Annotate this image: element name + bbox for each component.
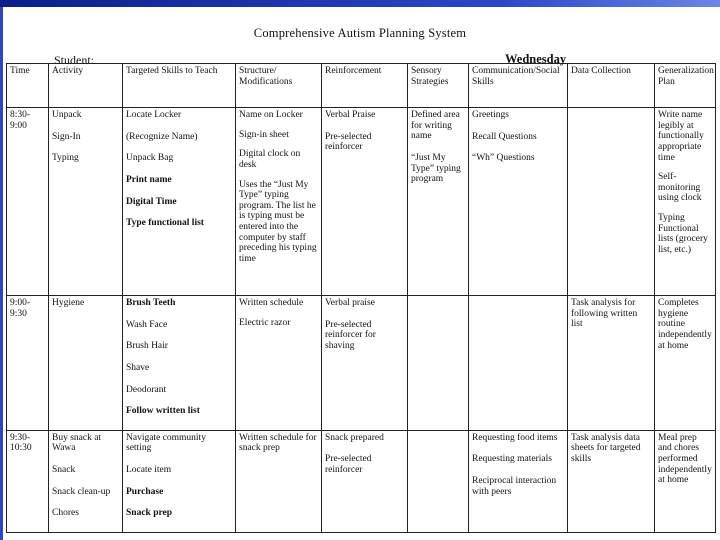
- header-structure: Structure/ Modifications: [236, 64, 322, 108]
- cell-line: Written schedule: [239, 298, 304, 308]
- activity-cell: [49, 430, 123, 532]
- cell-line: Verbal praise: [325, 298, 375, 308]
- header-reinforcement: Reinforcement: [322, 64, 408, 108]
- cell-line: Uses the “Just My Type” typing program. The list he is typing must be entered into the computer by staff preceding his typing time: [239, 179, 317, 264]
- cell-line: Wash Face: [126, 319, 168, 330]
- table-row: [7, 108, 716, 296]
- header-activity: Activity: [49, 64, 123, 108]
- cell-line: Written schedule for snack prep: [239, 432, 317, 454]
- cell-line: Unpack: [52, 110, 82, 120]
- cell-line: Verbal Praise: [325, 110, 376, 120]
- communication-cell: [469, 296, 568, 431]
- cell-line: Buy snack at Wawa: [52, 432, 102, 454]
- cell-line: Sign-In: [52, 131, 81, 142]
- header-row: [7, 64, 716, 108]
- structure-cell: [236, 430, 322, 532]
- time-cell: [7, 430, 49, 532]
- cell-line: Greetings: [472, 110, 509, 120]
- header-generalization: Generalization Plan: [655, 64, 716, 108]
- cell-line: Snack prep: [126, 508, 173, 519]
- cell-line: Sign-in sheet: [239, 129, 289, 140]
- cell-line: Typing: [52, 153, 79, 164]
- time-cell: [7, 108, 49, 296]
- cell-line: Electric razor: [239, 317, 291, 328]
- activity-cell: [49, 296, 123, 431]
- cell-line: Follow written list: [126, 406, 200, 417]
- cell-line: (Recognize Name): [126, 131, 198, 142]
- cell-line: Task analysis for following written list: [571, 298, 638, 330]
- cell-line: Deodorant: [126, 384, 167, 395]
- cell-line: Pre-selected reinforcer: [325, 131, 372, 153]
- left-accent-bar: [0, 7, 3, 540]
- data-collection-cell: [568, 296, 655, 431]
- skills-cell: [123, 108, 236, 296]
- planning-table: [6, 63, 716, 533]
- cell-line: Meal prep and chores performed independently at home: [658, 432, 712, 486]
- time-cell: [7, 296, 49, 431]
- communication-cell: [469, 108, 568, 296]
- generalization-cell: [655, 296, 716, 431]
- cell-line: Digital clock on desk: [239, 149, 301, 170]
- cell-line: Snack: [52, 465, 76, 475]
- table-row: [7, 296, 716, 431]
- cell-line: Task analysis data sheets for targeted skills: [571, 432, 641, 464]
- header-skills: Targeted Skills to Teach: [123, 64, 236, 108]
- cell-line: Pre-selected reinforcer for shaving: [325, 319, 376, 351]
- cell-line: Defined area for writing name: [411, 110, 460, 142]
- cell-line: Recall Questions: [472, 131, 537, 142]
- header-data: Data Collection: [568, 64, 655, 108]
- reinforcement-cell: [322, 296, 408, 431]
- structure-cell: [236, 108, 322, 296]
- reinforcement-cell: [322, 430, 408, 532]
- cell-line: Reciprocal interaction with peers: [472, 476, 557, 497]
- cell-line: Locate Locker: [126, 110, 182, 120]
- data-collection-cell: [568, 430, 655, 532]
- cell-line: “Wh” Questions: [472, 153, 535, 164]
- cell-text: 9:00- 9:30: [10, 298, 31, 319]
- skills-cell: [123, 430, 236, 532]
- cell-line: Requesting food items: [472, 432, 558, 443]
- cell-line: Pre-selected reinforcer: [325, 454, 372, 475]
- cell-text: 9:30- 10:30: [10, 432, 32, 454]
- generalization-cell: [655, 108, 716, 296]
- cell-line: “Just My Type” typing program: [411, 152, 461, 185]
- cell-line: Brush Hair: [126, 341, 168, 352]
- cell-line: Chores: [52, 508, 79, 519]
- cell-line: Self-monitoring using clock: [658, 172, 702, 204]
- cell-line: Snack prepared: [325, 432, 384, 443]
- skills-cell: [123, 296, 236, 431]
- cell-line: Write name legibly at functionally appropriate time: [658, 110, 704, 163]
- day-label: Wednesday: [505, 52, 567, 66]
- header-time: Time: [7, 64, 49, 108]
- cell-line: Type functional list: [126, 218, 204, 229]
- cell-line: Navigate community setting: [126, 432, 206, 454]
- sensory-cell: [408, 296, 469, 431]
- cell-line: Hygiene: [52, 298, 85, 308]
- data-collection-cell: [568, 108, 655, 296]
- cell-line: Typing Functional lists (grocery list, etc.): [658, 213, 708, 255]
- header-sensory: Sensory Strategies: [408, 64, 469, 108]
- cell-line: Requesting materials: [472, 454, 552, 465]
- cell-line: Purchase: [126, 486, 164, 497]
- cell-line: Digital Time: [126, 196, 177, 207]
- reinforcement-cell: [322, 108, 408, 296]
- top-accent-bar: [0, 0, 720, 7]
- cell-line: Snack clean-up: [52, 486, 111, 497]
- cell-text: 8:30- 9:00: [10, 110, 31, 131]
- table-row: [7, 430, 716, 532]
- communication-cell: [469, 430, 568, 532]
- cell-line: Brush Teeth: [126, 298, 176, 308]
- generalization-cell: [655, 430, 716, 532]
- cell-line: Unpack Bag: [126, 153, 174, 164]
- cell-line: Name on Locker: [239, 110, 303, 120]
- student-label: Student:: [54, 53, 95, 67]
- cell-line: Completes hygiene routine independently at home: [658, 298, 712, 351]
- structure-cell: [236, 296, 322, 431]
- cell-line: Print name: [126, 174, 172, 185]
- cell-line: Shave: [126, 362, 150, 373]
- sensory-cell: [408, 108, 469, 296]
- sensory-cell: [408, 430, 469, 532]
- header-communication: Communication/Social Skills: [469, 64, 568, 108]
- activity-cell: [49, 108, 123, 296]
- cell-line: Locate item: [126, 465, 172, 475]
- page-title: Comprehensive Autism Planning System: [253, 26, 467, 40]
